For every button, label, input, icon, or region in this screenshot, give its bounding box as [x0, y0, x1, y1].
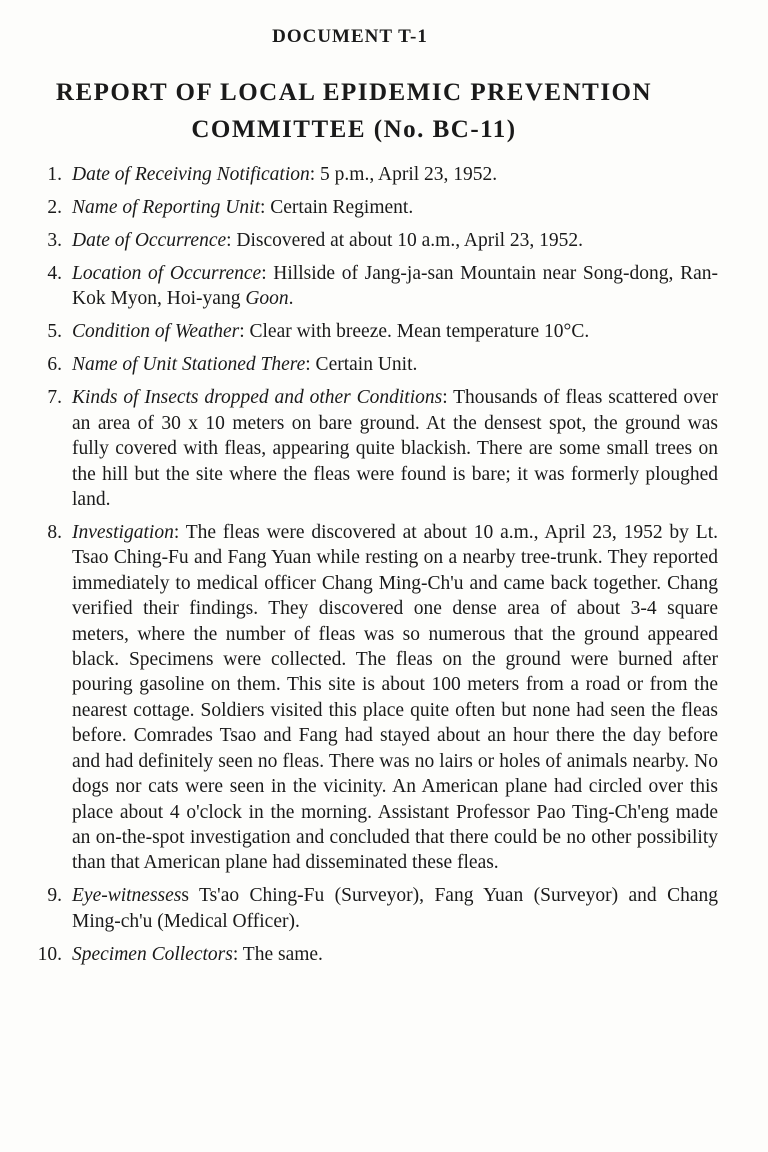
item-number: 2. — [47, 197, 62, 218]
item-text: : 5 p.m., April 23, 1952. — [309, 164, 498, 185]
item-label: Date of Receiving Notification — [72, 164, 310, 185]
item-label: Date of Occurrence — [72, 230, 227, 251]
report-item-weather — [28, 319, 718, 344]
item-text-tail: . — [288, 288, 294, 310]
report-item-receiving-notification — [28, 162, 718, 187]
report-item-unit-stationed — [28, 352, 718, 377]
report-item-eye-witnesses — [28, 883, 718, 934]
item-label: Condition of Weather — [72, 321, 240, 343]
item-body — [68, 228, 718, 253]
report-title — [0, 74, 708, 148]
item-number: 6. — [47, 354, 62, 376]
item-body — [68, 385, 718, 512]
title-line-2: COMMITTEE (No. BC-11) — [191, 116, 517, 143]
item-number: 4. — [47, 263, 62, 284]
document-id: DOCUMENT T-1 — [272, 26, 428, 47]
report-item-location — [28, 261, 718, 312]
item-label: Investigation — [72, 522, 174, 544]
item-text: s Ts'ao Ching-Fu (Surveyor), Fang Yuan (Surveyor) and Chang Ming-ch'u (Medical Officer). — [72, 885, 718, 932]
item-body — [68, 942, 718, 967]
item-body — [68, 162, 718, 187]
item-body — [68, 261, 718, 312]
item-body — [68, 520, 718, 876]
item-label: Specimen Collectors — [72, 943, 233, 965]
report-item-insects-conditions — [28, 385, 718, 512]
item-label: Name of Unit Stationed There — [72, 354, 306, 376]
item-text: : Certain Regiment. — [259, 197, 414, 218]
item-number: 8. — [47, 522, 62, 544]
item-label: Name of Reporting Unit — [72, 197, 260, 218]
item-text-italic: Goon — [245, 288, 289, 310]
item-text: : Discovered at about 10 a.m., April 23, 1952. — [226, 230, 584, 251]
item-label: Eye-witnesses — [72, 885, 182, 907]
item-number: 7. — [47, 387, 62, 409]
item-number: 5. — [47, 321, 62, 343]
item-label: Location of Occurrence — [72, 263, 262, 284]
report-item-date-of-occurrence — [28, 228, 718, 253]
item-number: 9. — [47, 885, 62, 907]
report-items-list — [28, 162, 718, 975]
report-item-reporting-unit — [28, 195, 718, 220]
item-number: 1. — [47, 164, 62, 185]
item-text: : The same. — [232, 943, 323, 965]
item-text: : Certain Unit. — [305, 354, 418, 376]
report-item-specimen-collectors — [28, 942, 718, 967]
item-body — [68, 352, 718, 377]
item-text: : Hillside of Jang-ja-san Mountain near Song-dong, Ran-Kok Myon, Hoi-yang — [72, 263, 718, 310]
item-text: : The fleas were discovered at about 10 a.m., April 23, 1952 by Lt. Tsao Ching-Fu and Fang Yuan while resting on a nearby tree-trunk. They reported immediately to medical officer Chang Ming-Ch'u and came back together. Chang verified their findings. They discovered one dense area of about 3-4 square meters, where the number of fleas was so numerous that the ground appeared black. Specimens were collected. The fleas on the ground were burned after pouring gasoline on them. This site is about 100 meters from a road or from the nearest cottage. Soldiers visited this place quite often but none had seen the fleas before. Comrades Tsao and Fang had stayed about an hour there the day before and had definitely seen no fleas. There was no lairs or holes of animals nearby. No dogs nor cats were seen in the vicinity. An American plane had circled over this place about 4 o'clock in the morning. Assistant Professor Pao Ting-Ch'eng made an on-the-spot investigation and concluded that there could be no other possibility than that American plane had disseminated these fleas. — [72, 522, 718, 874]
item-number: 3. — [47, 230, 62, 251]
item-number: 10. — [37, 943, 62, 965]
item-body — [68, 195, 718, 220]
title-line-1: REPORT OF LOCAL EPIDEMIC PREVENTION — [55, 79, 653, 106]
report-item-investigation — [28, 520, 718, 876]
item-body — [68, 319, 718, 344]
item-label: Kinds of Insects dropped and other Conditions — [72, 387, 443, 409]
item-text: : Clear with breeze. Mean temperature 10°C. — [239, 321, 590, 343]
item-body — [68, 883, 718, 934]
item-text: : Thousands of fleas scattered over an area of 30 x 10 meters on bare ground. At the densest spot, the ground was fully covered with fleas, appearing quite blackish. There are some small trees on the hill but the site where the fleas were found is bare; it was formerly ploughed land. — [72, 387, 718, 511]
